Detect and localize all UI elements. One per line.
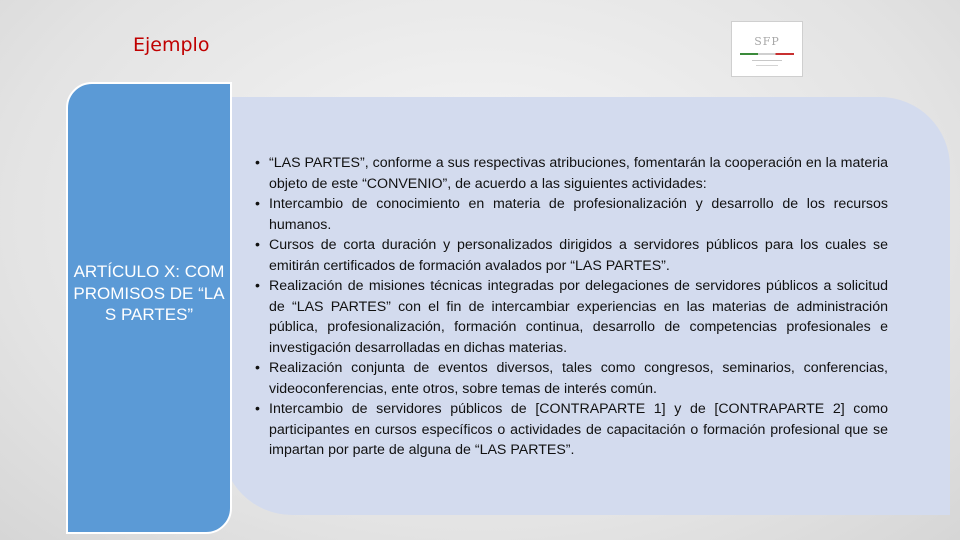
article-label: ARTÍCULO X: COMPROMISOS DE “LAS PARTES” (73, 262, 225, 324)
logo-rule (740, 53, 794, 55)
bullet-list (255, 153, 888, 461)
bullet-item: • Realización conjunta de eventos diversos, tales como congresos, seminarios, conferencias, videoconferencias, ente otros, sobre temas de interés común. (255, 358, 888, 399)
logo-text: SFP (754, 35, 780, 48)
bullet-item: • Realización de misiones técnicas integradas por delegaciones de servidores públicos a solicitud de “LAS PARTES” con el fin de intercambiar experiencias en las materias de administración pública, profesionalización, formación continua, desarrollo de competencias profesionales e investigación desarrolladas en dichas materias. (255, 276, 888, 358)
logo-subtext-line (752, 60, 782, 61)
sfp-logo (731, 21, 803, 77)
bullet-item: • Intercambio de servidores públicos de [CONTRAPARTE 1] y de [CONTRAPARTE 2] como participantes en cursos específicos o actividades de capacitación o formación profesional que se impartan por parte de alguna de “LAS PARTES”. (255, 399, 888, 461)
bullet-item: • Cursos de corta duración y personalizados dirigidos a servidores públicos para los cuales se emitirán certificados de formación avalados por “LAS PARTES”. (255, 235, 888, 276)
logo-subtext-line (756, 65, 778, 66)
slide-title: Ejemplo (133, 34, 210, 56)
bullet-item: • “LAS PARTES”, conforme a sus respectivas atribuciones, fomentarán la cooperación en la materia objeto de este “CONVENIO”, de acuerdo a las siguientes actividades: (255, 153, 888, 194)
bullet-item: • Intercambio de conocimiento en materia de profesionalización y desarrollo de los recursos humanos. (255, 194, 888, 235)
